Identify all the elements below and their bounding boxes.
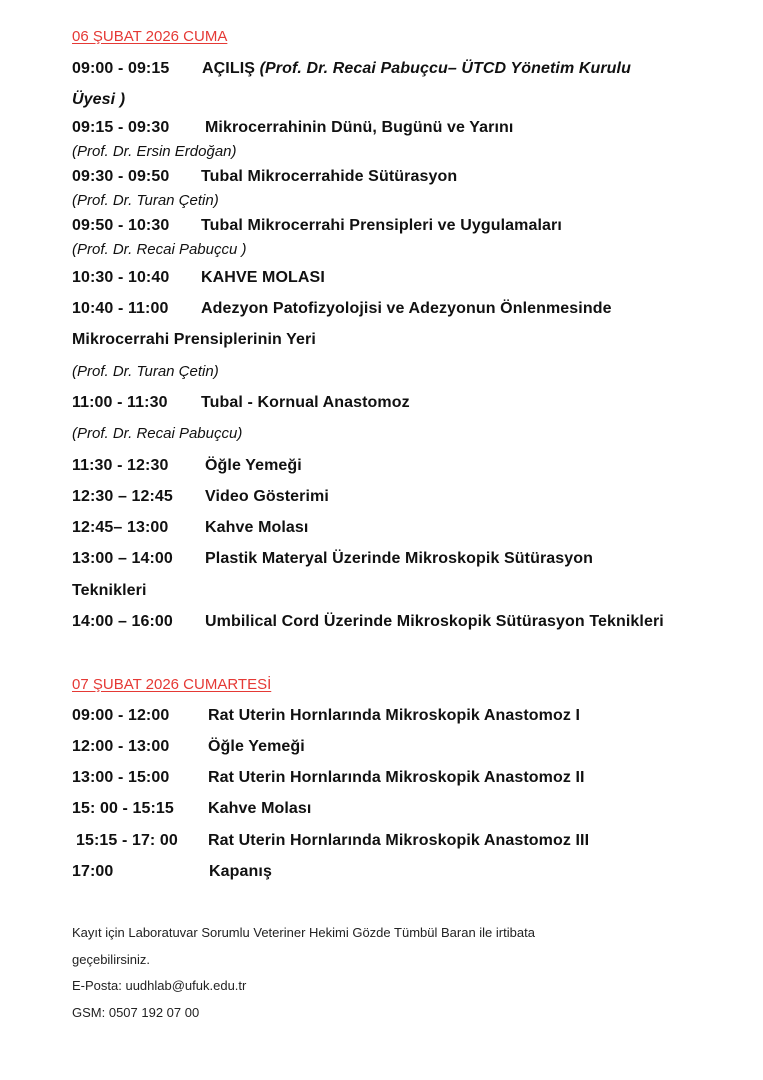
session-title: Tubal Mikrocerrahi Prensipleri ve Uygulamaları — [201, 217, 562, 234]
agenda-row — [72, 269, 325, 287]
session-title-cont: Teknikleri — [72, 582, 147, 599]
session-speaker: (Prof. Dr. Recai Pabuçcu) — [72, 425, 243, 442]
session-title: Umbilical Cord Üzerinde Mikroskopik Sütürasyon Teknikleri — [205, 613, 664, 630]
session-time: 09:30 - 09:50 — [72, 168, 170, 185]
session-title: Video Gösterimi — [205, 488, 329, 505]
agenda-row — [72, 550, 593, 568]
session-time: 10:30 - 10:40 — [72, 269, 170, 286]
agenda-row — [72, 300, 612, 318]
agenda-row — [72, 769, 585, 787]
session-title: Rat Uterin Hornlarında Mikroskopik Anastomoz III — [208, 832, 590, 849]
agenda-row — [72, 738, 305, 756]
session-time: 17:00 — [72, 863, 114, 880]
session-time: 13:00 – 14:00 — [72, 550, 173, 567]
agenda-row-opening — [72, 60, 631, 78]
session-time: 12:00 - 13:00 — [72, 738, 170, 755]
session-speaker: (Prof. Dr. Ersin Erdoğan) — [72, 143, 237, 160]
agenda-row — [72, 488, 329, 506]
session-time: 11:00 - 11:30 — [72, 394, 168, 411]
session-time: 09:15 - 09:30 — [72, 119, 170, 136]
session-title: Plastik Materyal Üzerinde Mikroskopik Sütürasyon — [205, 550, 594, 567]
contact-note-cont: geçebilirsiniz. — [72, 952, 151, 967]
session-title: Kahve Molası — [208, 800, 312, 817]
day2-heading: 07 ŞUBAT 2026 CUMARTESİ — [72, 676, 272, 693]
contact-note: Kayıt için Laboratuvar Sorumlu Veteriner Hekimi Gözde Tümbül Baran ile irtibata — [72, 925, 535, 940]
session-title: AÇILIŞ — [202, 60, 256, 77]
session-time: 11:30 - 12:30 — [72, 457, 169, 474]
session-title: Kahve Molası — [205, 519, 309, 536]
agenda-row — [72, 394, 410, 412]
session-title: Mikrocerrahinin Dünü, Bugünü ve Yarını — [205, 119, 514, 136]
session-time: 09:00 - 12:00 — [72, 707, 170, 724]
session-speaker: (Prof. Dr. Turan Çetin) — [72, 192, 219, 209]
agenda-row — [72, 707, 580, 725]
session-time: 15:15 - 17: 00 — [76, 832, 178, 849]
contact-gsm: GSM: 0507 192 07 00 — [72, 1005, 200, 1020]
session-title: Rat Uterin Hornlarında Mikroskopik Anastomoz II — [208, 769, 585, 786]
session-time: 13:00 - 15:00 — [72, 769, 170, 786]
day1-heading: 06 ŞUBAT 2026 CUMA — [72, 28, 228, 45]
agenda-row — [72, 217, 562, 235]
session-time: 09:50 - 10:30 — [72, 217, 170, 234]
session-title-cont: Mikrocerrahi Prensiplerinin Yeri — [72, 331, 316, 348]
agenda-row — [72, 832, 589, 850]
session-time: 15: 00 - 15:15 — [72, 800, 174, 817]
session-speaker: (Prof. Dr. Turan Çetin) — [72, 363, 219, 380]
session-time: 12:45– 13:00 — [72, 519, 169, 536]
agenda-row — [72, 863, 272, 881]
session-title: Öğle Yemeği — [208, 738, 305, 755]
session-time: 10:40 - 11:00 — [72, 300, 169, 317]
agenda-row — [72, 519, 308, 537]
agenda-row — [72, 800, 311, 818]
contact-email: E-Posta: uudhlab@ufuk.edu.tr — [72, 978, 247, 993]
session-title: Öğle Yemeği — [205, 457, 302, 474]
agenda-row — [72, 168, 457, 186]
agenda-row — [72, 119, 513, 137]
agenda-row — [72, 613, 664, 631]
session-title: Kapanış — [209, 863, 272, 880]
session-time: 09:00 - 09:15 — [72, 60, 170, 77]
session-title: Tubal Mikrocerrahide Sütürasyon — [201, 168, 458, 185]
session-speaker-cont: Üyesi ) — [72, 91, 126, 108]
session-title: Rat Uterin Hornlarında Mikroskopik Anastomoz I — [208, 707, 581, 724]
session-time: 14:00 – 16:00 — [72, 613, 173, 630]
agenda-row — [72, 457, 302, 475]
agenda-row-opening-cont — [72, 91, 125, 109]
session-title: KAHVE MOLASI — [201, 269, 325, 286]
session-speaker: (Prof. Dr. Recai Pabuçcu– ÜTCD Yönetim Kurulu — [259, 60, 631, 77]
session-time: 12:30 – 12:45 — [72, 488, 173, 505]
session-speaker: (Prof. Dr. Recai Pabuçcu ) — [72, 241, 247, 258]
session-title: Adezyon Patofizyolojisi ve Adezyonun Önlenmesinde — [201, 300, 612, 317]
session-title: Tubal - Kornual Anastomoz — [201, 394, 410, 411]
